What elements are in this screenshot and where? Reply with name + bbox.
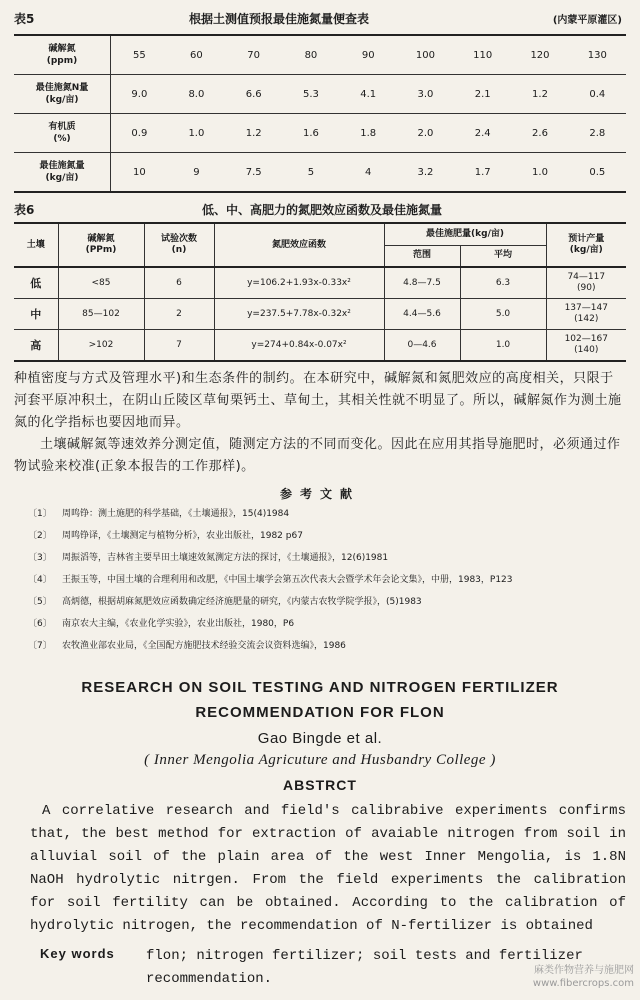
reference-text: 高炳德，根据胡麻氮肥效应函数确定经济施肥量的研究，《内蒙古农牧学院学报》，(5)1983	[62, 597, 422, 607]
table6-cell-avg: 5.0	[460, 299, 546, 330]
reference-item	[28, 551, 626, 565]
table5-row-label	[14, 153, 111, 193]
table6-yield-line: (142)	[574, 314, 599, 324]
table5-cell: 0.4	[569, 75, 626, 114]
table5-number: 表5	[14, 12, 35, 26]
table6-cell-range: 4.8—7.5	[384, 267, 460, 299]
table5-row-label-line: 有机质	[48, 122, 76, 132]
table6-cell-avg: 1.0	[460, 330, 546, 362]
table5-cell: 0.9	[111, 114, 168, 153]
table6-yield-line: 74—117	[567, 272, 606, 282]
table5-row-label	[14, 35, 111, 75]
table5-row-label-line: 最佳施氮N量	[35, 83, 89, 93]
reference-text: 周鸣铮：测土施肥的科学基础，《土壤通报》，15(4)1984	[62, 509, 290, 519]
reference-number: 〔1〕	[28, 509, 52, 519]
reference-text: 农牧渔业部农业局，《全国配方施肥技术经验交流会议资料选编》，1986	[62, 641, 346, 651]
table6-cell-n: <85	[58, 267, 144, 299]
reference-text: 周振滔等，吉林省主要旱田土壤速效氮测定方法的探讨，《土壤通报》，12(6)1981	[62, 553, 389, 563]
table5-cell: 5	[282, 153, 339, 193]
english-title-line1: RESEARCH ON SOIL TESTING AND NITROGEN FERTILIZER	[81, 679, 559, 696]
table5-region: (内蒙平原灌区)	[552, 15, 622, 26]
table6-cell-trials: 7	[144, 330, 214, 362]
table6-cell-level: 低	[14, 267, 58, 299]
table5-cell: 7.5	[225, 153, 282, 193]
table6-cell-func: y=237.5+7.78x-0.32x²	[214, 299, 384, 330]
table5-cell: 2.6	[511, 114, 568, 153]
table5-cell: 2.1	[454, 75, 511, 114]
table5-row	[14, 153, 626, 193]
reference-item	[28, 573, 626, 587]
keywords-label: Key words	[40, 946, 115, 961]
table6-number: 表6	[14, 203, 35, 217]
body-paragraph-1: 种植密度与方式及管理水平)和生态条件的制约。在本研究中，碱解氮和氮肥效应的高度相关，只限于河套平原冲积土，在阴山丘陵区草甸栗钙土、草甸土，其相关性就不明显了。所以，碱解氮作为测土施氮的化学指标也要因地而异。	[14, 371, 622, 430]
table5-row-label-line: (kg/亩)	[45, 95, 79, 105]
reference-item	[28, 507, 626, 521]
reference-number: 〔5〕	[28, 597, 52, 607]
table6-cell-func: y=106.2+1.93x-0.33x²	[214, 267, 384, 299]
table6-cell-range: 0—4.6	[384, 330, 460, 362]
table5-cell: 2.0	[397, 114, 454, 153]
table6-header	[14, 199, 626, 219]
table6-cell-level: 高	[14, 330, 58, 362]
abstract-text: A correlative research and field's calibrabive experiments confirms that, the best method for extraction of avaiable nitrogen from soil in alluvial soil of the plain area of the west Inner Mengolia, is 1.8N NaOH hydrolytic nitrgen. From the field experiments the calibration for soil fertility can be obtained. According to the calibration of hydrolytic nitrogen, the recommendation of N-fertilizer is obtained	[30, 803, 626, 934]
table5-row	[14, 75, 626, 114]
table5-cell: 1.2	[511, 75, 568, 114]
table6-yield-line: (140)	[574, 345, 599, 355]
body-paragraph-2: 土壤碱解氮等速效养分测定值，随测定方法的不同而变化。因此在应用其指导施肥时，必须通过作物试验来校准(正象本报告的工作那样)。	[14, 437, 621, 474]
table5-cell: 1.2	[225, 114, 282, 153]
table6-cell-yield	[546, 299, 626, 330]
reference-text: 周鸣铮译，《土壤测定与植物分析》，农业出版社，1982 p67	[62, 531, 303, 541]
table5-cell: 1.6	[282, 114, 339, 153]
table6-cell-trials: 6	[144, 267, 214, 299]
table6-cell-avg: 6.3	[460, 267, 546, 299]
table5-cell: 3.0	[397, 75, 454, 114]
table5-cell: 1.7	[454, 153, 511, 193]
table5-cell: 10	[111, 153, 168, 193]
table5-cell: 120	[511, 35, 568, 75]
table5-cell: 6.6	[225, 75, 282, 114]
keywords-text: flon; nitrogen fertilizer; soil tests and fertilizer recommendation.	[146, 948, 583, 987]
reference-item	[28, 529, 626, 543]
table5-cell: 1.8	[340, 114, 397, 153]
reference-item	[28, 595, 626, 609]
watermark	[533, 964, 634, 990]
table5-cell: 3.2	[397, 153, 454, 193]
english-title-line2: RECOMMENDATION FOR FLON	[195, 704, 445, 721]
table5-cell: 1.0	[511, 153, 568, 193]
watermark-line1: 麻类作物营养与施肥网	[534, 965, 634, 976]
table6-cell-level: 中	[14, 299, 58, 330]
table6-cell-trials: 2	[144, 299, 214, 330]
table5-cell: 130	[569, 35, 626, 75]
reference-item	[28, 639, 626, 653]
reference-text: 南京农大主编，《农业化学实验》，农业出版社，1980，P6	[62, 619, 295, 629]
table6-row	[14, 299, 626, 330]
table5-cell: 90	[340, 35, 397, 75]
table5-title: 根据土测值预报最佳施氮量便查表	[189, 12, 370, 26]
table5-cell: 4.1	[340, 75, 397, 114]
table5	[14, 34, 626, 193]
reference-number: 〔7〕	[28, 641, 52, 651]
table5-cell: 2.8	[569, 114, 626, 153]
table6-header-avg: 平均	[460, 245, 546, 267]
table5-header	[14, 8, 626, 30]
table6-cell-n: 85—102	[58, 299, 144, 330]
table6-header-best: 最佳施肥量(kg/亩)	[384, 223, 546, 245]
table5-cell: 60	[168, 35, 225, 75]
references-list	[28, 507, 626, 661]
table5-row-label	[14, 75, 111, 114]
table5-cell: 9	[168, 153, 225, 193]
table6-yield-line: 102—167	[564, 334, 608, 344]
table5-cell: 8.0	[168, 75, 225, 114]
reference-number: 〔2〕	[28, 531, 52, 541]
table6-cell-yield	[546, 267, 626, 299]
table5-row-label-line: (kg/亩)	[45, 173, 79, 183]
table5-cell: 0.5	[569, 153, 626, 193]
table5-cell: 4	[340, 153, 397, 193]
table6-cell-range: 4.4—5.6	[384, 299, 460, 330]
table5-cell: 5.3	[282, 75, 339, 114]
table6	[14, 222, 626, 362]
table6-yield-line: (90)	[577, 283, 596, 293]
table5-cell: 9.0	[111, 75, 168, 114]
table6-header-soil: 土壤	[14, 223, 58, 267]
table6-cell-func: y=274+0.84x-0.07x²	[214, 330, 384, 362]
author: Gao Bingde et al.	[257, 730, 383, 747]
table5-row	[14, 114, 626, 153]
table5-cell: 80	[282, 35, 339, 75]
table6-yield-line: 137—147	[564, 303, 608, 313]
table6-header-trials: 试验次数 (n)	[144, 223, 214, 267]
table6-header-yield: 预计产量 (kg/亩)	[546, 223, 626, 267]
reference-number: 〔4〕	[28, 575, 52, 585]
watermark-line2: www.fibercrops.com	[532, 978, 634, 989]
table5-cell: 55	[111, 35, 168, 75]
table5-row-label-line: (%)	[53, 134, 71, 144]
abstract-heading: ABSTRCT	[283, 777, 357, 793]
table6-cell-n: >102	[58, 330, 144, 362]
table6-title: 低、中、高肥力的氮肥效应函数及最佳施氮量	[202, 203, 443, 217]
table6-header-range: 范围	[384, 245, 460, 267]
table6-row	[14, 267, 626, 299]
table5-cell: 70	[225, 35, 282, 75]
table5-row	[14, 35, 626, 75]
affiliation: ( Inner Mengolia Agricuture and Husbandry College )	[144, 752, 496, 768]
reference-item	[28, 617, 626, 631]
table6-header-n: 碱解氮 (PPm)	[58, 223, 144, 267]
table5-row-label-line: (ppm)	[46, 56, 78, 66]
references-title: 参考文献	[279, 487, 360, 501]
table5-row-label-line: 碱解氮	[48, 44, 76, 54]
table5-cell: 110	[454, 35, 511, 75]
table5-row-label-line: 最佳施氮量	[39, 161, 85, 171]
table6-row	[14, 330, 626, 362]
table6-header-func: 氮肥效应函数	[214, 223, 384, 267]
table5-cell: 1.0	[168, 114, 225, 153]
table5-cell: 2.4	[454, 114, 511, 153]
reference-number: 〔6〕	[28, 619, 52, 629]
table5-row-label	[14, 114, 111, 153]
reference-text: 王振玉等，中国土壤的合理利用和改肥，《中国土壤学会第五次代表大会暨学术年会论文集》，中册，1983，P123	[62, 575, 513, 585]
reference-number: 〔3〕	[28, 553, 52, 563]
table6-cell-yield	[546, 330, 626, 362]
table5-cell: 100	[397, 35, 454, 75]
